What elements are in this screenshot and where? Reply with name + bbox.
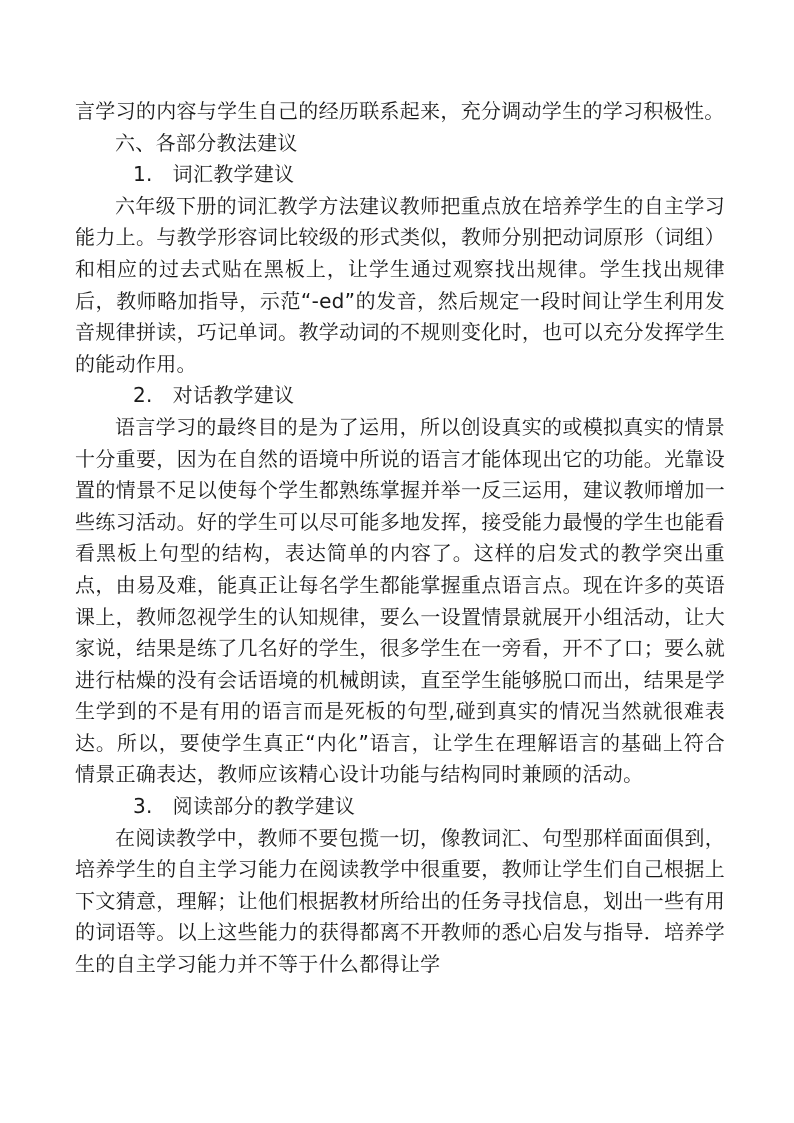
document-body	[75, 96, 725, 981]
section-heading-teaching-suggestions: 六、各部分教法建议	[115, 130, 298, 155]
subheading-reading: 3. 阅读部分的教学建议	[133, 794, 356, 819]
paragraph-vocabulary: 六年级下册的词汇教学方法建议教师把重点放在培养学生的自主学习能力上。与教学形容词比较级的形式类似，教师分别把动词原形（词组）和相应的过去式贴在黑板上，让学生通过观察找出规律。学生找出规律后，教师略加指导，示范“-ed”的发音，然后规定一段时间让学生利用发音规律拼读，巧记单词。教学动词的不规则变化时，也可以充分发挥学生的能动作用。	[75, 193, 725, 376]
paragraph-continued: 言学习的内容与学生自己的经历联系起来，充分调动学生的学习积极性。	[75, 99, 725, 123]
paragraph-reading: 在阅读教学中，教师不要包揽一切，像教词汇、句型那样面面俱到，培养学生的自主学习能力在阅读教学中很重要，教师让学生们自己根据上下文猜意，理解；让他们根据教材所给出的任务寻找信息，划出一些有用的词语等。以上这些能力的获得都离不开教师的悉心启发与指导．培养学生的自主学习能力并不等于什么都得让学	[75, 825, 725, 977]
paragraph-dialogue: 语言学习的最终目的是为了运用，所以创设真实的或模拟真实的情景十分重要，因为在自然的语境中所说的语言才能体现出它的功能。光靠设置的情景不足以使每个学生都熟练掌握并举一反三运用，建议教师增加一些练习活动。好的学生可以尽可能多地发挥，接受能力最慢的学生也能看看黑板上句型的结构，表达简单的内容了。这样的启发式的教学突出重点，由易及难，能真正让每名学生都能掌握重点语言点。现在许多的英语课上，教师忽视学生的认知规律，要么一设置情景就展开小组活动，让大家说，结果是练了几名好的学生，很多学生在一旁看，开不了口；要么就进行枯燥的没有会话语境的机械朗读，直至学生能够脱口而出，结果是学生学到的不是有用的语言而是死板的句型,碰到真实的情况当然就很难表达。所以，要使学生真正“内化”语言，让学生在理解语言的基础上符合情景正确表达，教师应该精心设计功能与结构同时兼顾的活动。	[75, 414, 725, 787]
subheading-vocabulary: 1. 词汇教学建议	[133, 162, 295, 187]
subheading-dialogue: 2. 对话教学建议	[133, 383, 295, 408]
